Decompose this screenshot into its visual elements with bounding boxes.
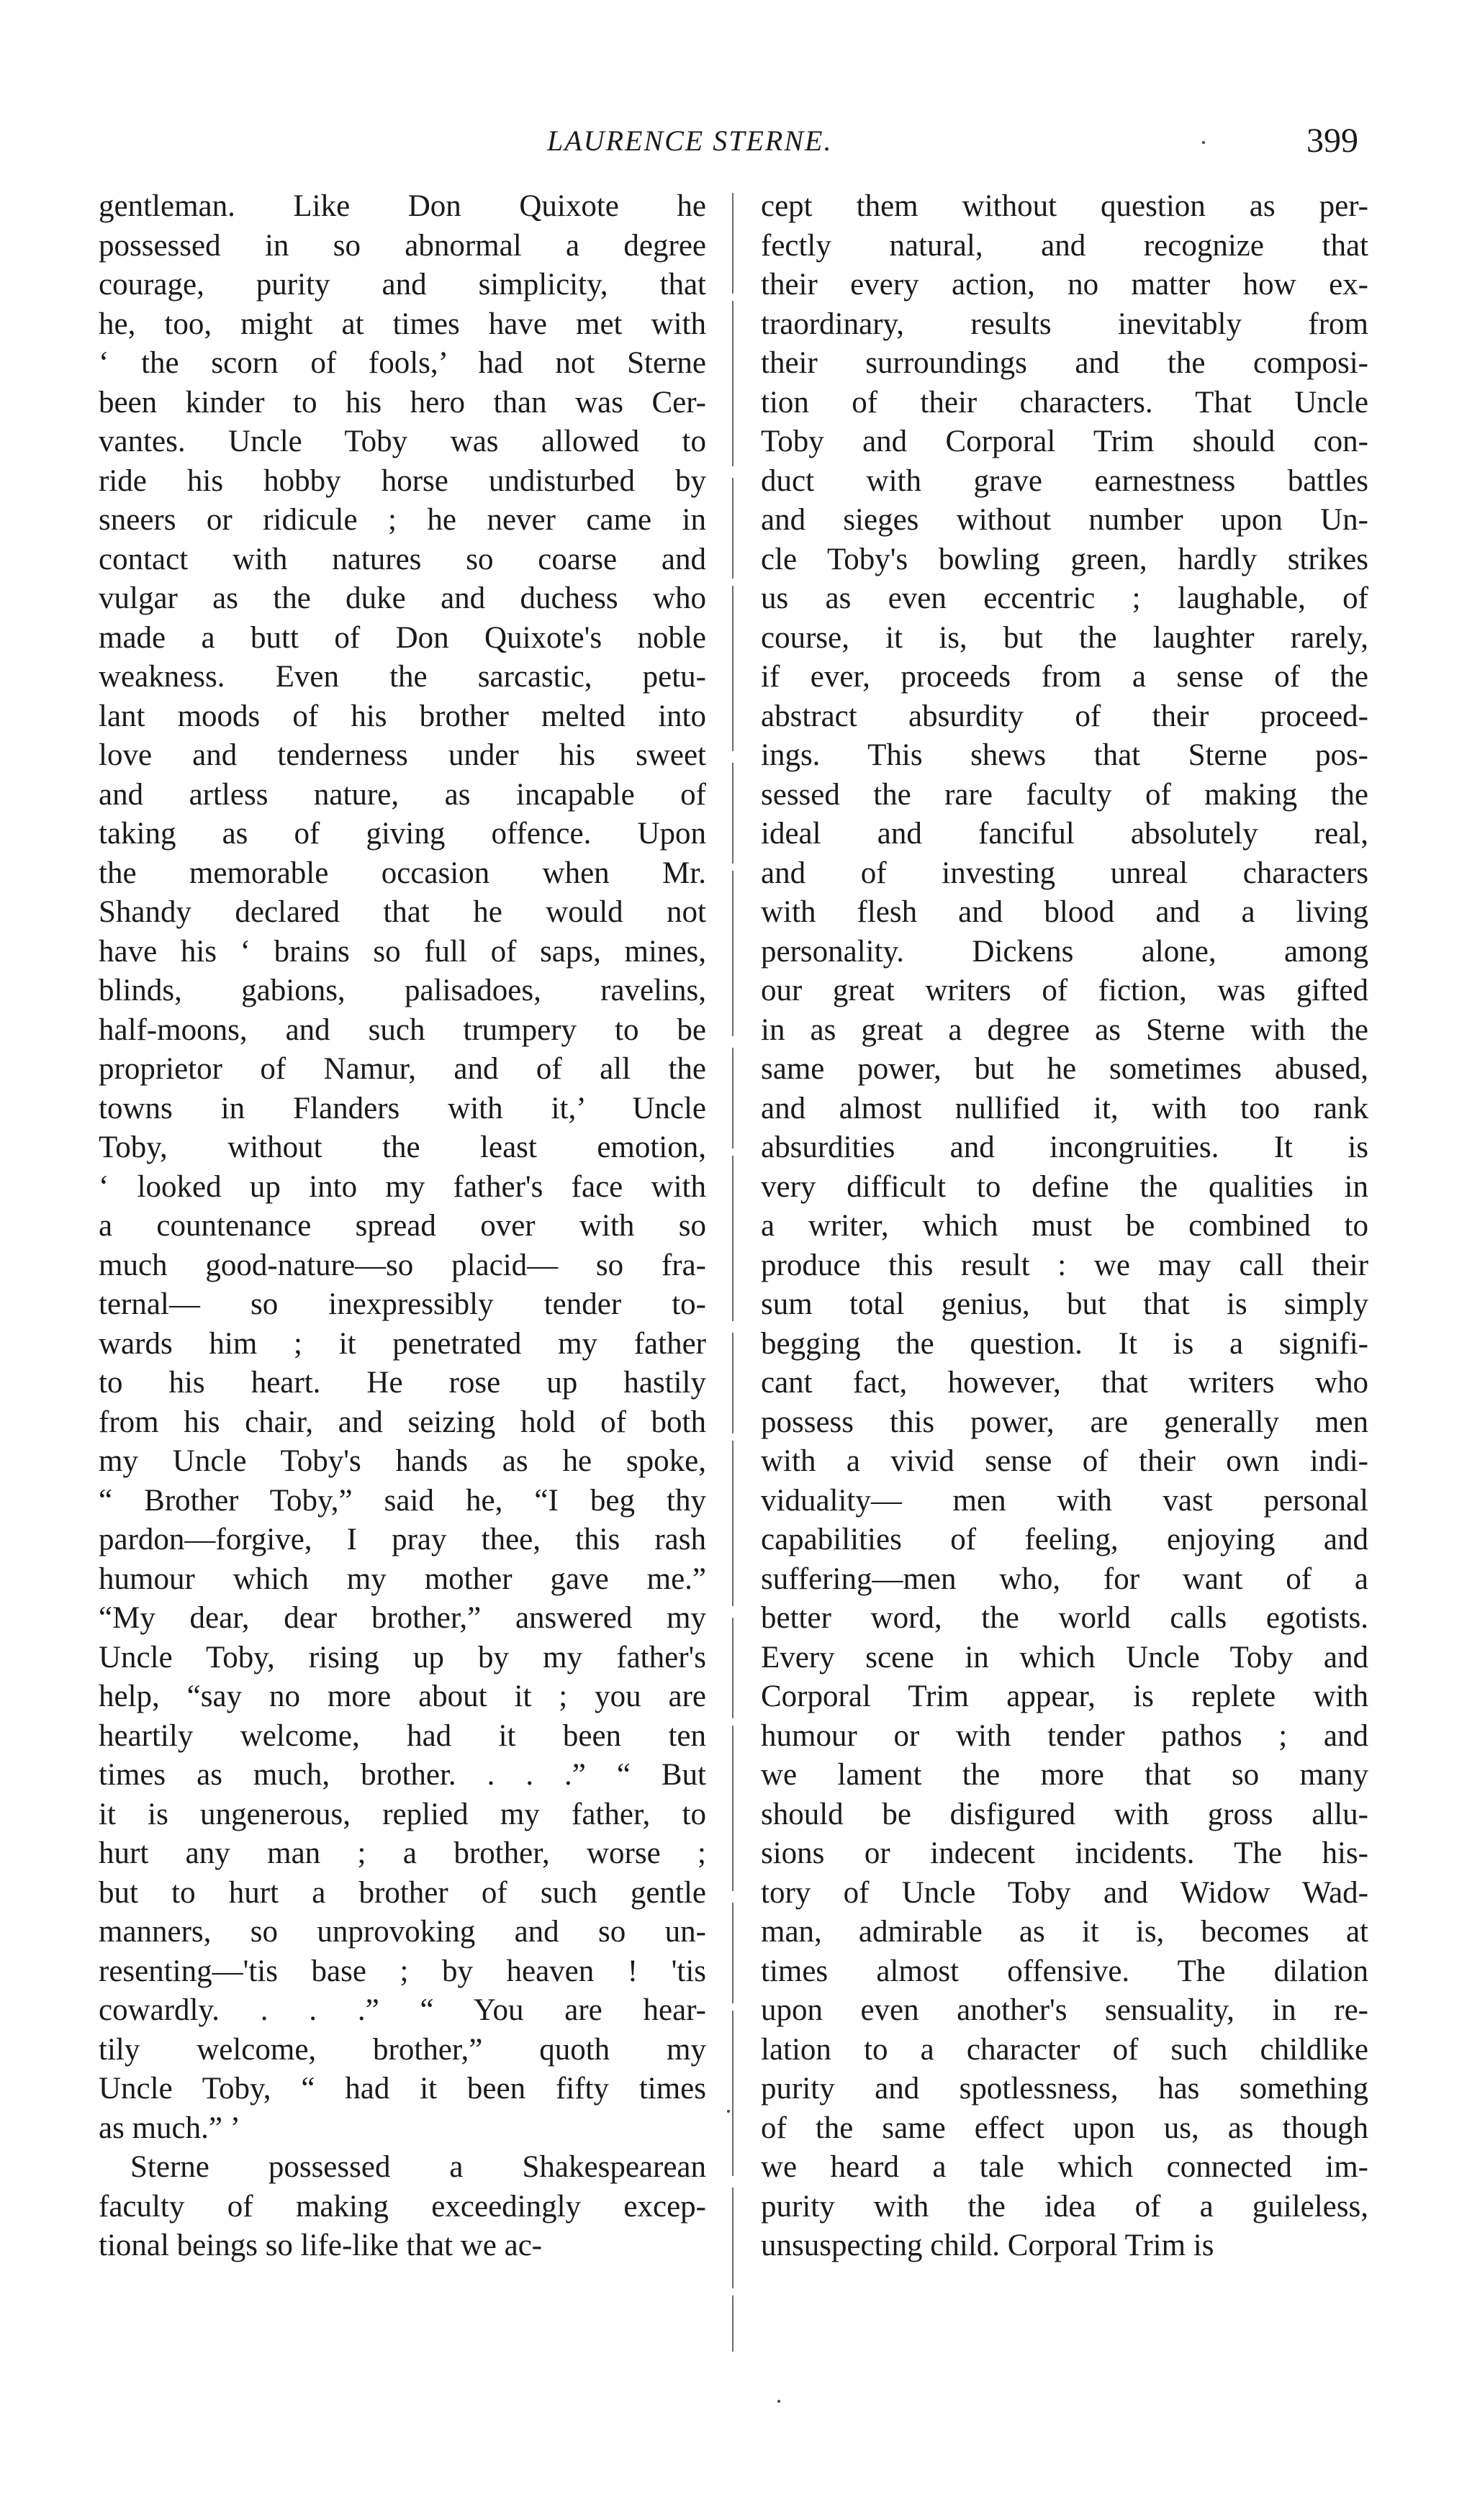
text-line: and artless nature, as incapable of [99,777,706,812]
text-line: sum total genius, but that is simply [761,1287,1368,1321]
text-line: absurdities and incongruities. It is [761,1130,1368,1164]
text-line: the memorable occasion when Mr. [99,856,706,890]
text-line: lant moods of his brother melted into [99,699,706,733]
text-line: heartily welcome, had it been ten [99,1718,706,1753]
text-line: cowardly. . . .” “ You are hear- [99,1993,706,2027]
text-line: humour which my mother gave me.” [99,1562,706,1596]
text-line: should be disfigured with gross allu- [761,1797,1368,1831]
text-line: faculty of making exceedingly excep- [99,2189,706,2224]
column-divider [732,193,734,2352]
text-line: hurt any man ; a brother, worse ; [99,1836,706,1870]
text-line: sions or indecent incidents. The his- [761,1836,1368,1870]
text-line: duct with grave earnestness battles [761,463,1368,498]
text-line: half-moons, and such trumpery to be [99,1012,706,1047]
text-line: we heard a tale which connected im- [761,2150,1368,2184]
print-speck [777,2400,780,2403]
text-line: a writer, which must be combined to [761,1209,1368,1243]
text-line: Toby, without the least emotion, [99,1130,706,1164]
text-line: cle Toby's bowling green, hardly strikes [761,542,1368,576]
text-line: Corporal Trim appear, is replete with [761,1680,1368,1713]
text-line: better word, the world calls egotists. [761,1601,1368,1635]
text-line: possess this power, are generally men [761,1405,1368,1439]
text-line: and sieges without number upon Un- [761,503,1368,537]
text-line: Uncle Toby, rising up by my father's [99,1640,706,1674]
text-line: tion of their characters. That Uncle [761,385,1368,420]
text-line: gentleman. Like Don Quixote he [99,189,706,223]
text-line: vantes. Uncle Toby was allowed to [99,425,706,458]
text-line: towns in Flanders with it,’ Uncle [99,1091,706,1125]
text-line: have his ‘ brains so full of saps, mines, [99,934,706,969]
text-line: purity with the idea of a guileless, [761,2189,1368,2224]
text-line: we lament the more that so many [761,1758,1368,1792]
text-line: if ever, proceeds from a sense of the [761,660,1368,694]
text-line: sneers or ridicule ; he never came in [99,503,706,537]
text-line: course, it is, but the laughter rarely, [761,620,1368,655]
text-line: times almost offensive. The dilation [761,1954,1368,1988]
text-line: ternal— so inexpressibly tender to- [99,1287,706,1321]
text-line: with flesh and blood and a living [761,895,1368,929]
text-line: but to hurt a brother of such gentle [99,1875,706,1910]
text-line: Every scene in which Uncle Toby and [761,1640,1368,1674]
text-line: my Uncle Toby's hands as he spoke, [99,1444,706,1478]
text-line: a countenance spread over with so [99,1209,706,1243]
text-line: taking as of giving offence. Upon [99,817,706,851]
text-line: blinds, gabions, palisadoes, ravelins, [99,974,706,1007]
text-line: cept them without question as per- [761,189,1368,223]
text-line: ings. This shews that Sterne pos- [761,738,1368,772]
text-line: very difficult to define the qualities in [761,1169,1368,1204]
print-speck [1202,141,1205,144]
text-line: weakness. Even the sarcastic, petu- [99,660,706,694]
text-line: suffering—men who, for want of a [761,1562,1368,1596]
text-line: Shandy declared that he would not [99,895,706,929]
text-line: proprietor of Namur, and of all the [99,1052,706,1086]
text-line: it is ungenerous, replied my father, to [99,1797,706,1831]
text-line: lation to a character of such childlike [761,2032,1368,2067]
text-line: “ Brother Toby,” said he, “I beg thy [99,1483,706,1518]
right-column [761,187,1368,2266]
text-line: “My dear, dear brother,” answered my [99,1601,706,1635]
text-line: produce this result : we may call their [761,1248,1368,1282]
text-line: ride his hobby horse undisturbed by [99,463,706,498]
text-line: in as great a degree as Sterne with the [761,1012,1368,1047]
text-line: pardon—forgive, I pray thee, this rash [99,1523,706,1556]
text-line: help, “say no more about it ; you are [99,1680,706,1713]
text-line: of the same effect upon us, as though [761,2111,1368,2145]
text-line: upon even another's sensuality, in re- [761,1993,1368,2027]
text-line: vulgar as the duke and duchess who [99,581,706,615]
text-line: he, too, might at times have met with [99,307,706,341]
text-line: same power, but he sometimes abused, [761,1052,1368,1086]
text-line: to his heart. He rose up hastily [99,1366,706,1400]
text-line: been kinder to his hero than was Cer- [99,385,706,420]
text-line: as much.” ’ [99,2111,241,2145]
text-line: our great writers of fiction, was gifted [761,974,1368,1007]
text-line: their every action, no matter how ex- [761,268,1368,302]
text-line: Sterne possessed a Shakespearean [130,2150,706,2184]
text-line: unsuspecting child. Corporal Trim is [761,2229,1214,2262]
text-line: wards him ; it penetrated my father [99,1326,706,1361]
text-line: tory of Uncle Toby and Widow Wad- [761,1875,1368,1910]
text-line: from his chair, and seizing hold of both [99,1405,706,1439]
text-line: times as much, brother. . . .” “ But [99,1758,706,1792]
text-line: possessed in so abnormal a degree [99,228,706,263]
text-line: tional beings so life-like that we ac- [99,2229,543,2262]
text-line: ideal and fanciful absolutely real, [761,817,1368,851]
text-line: contact with natures so coarse and [99,542,706,576]
text-line: personality. Dickens alone, among [761,934,1368,969]
text-line: with a vivid sense of their own indi- [761,1444,1368,1478]
text-line: sessed the rare faculty of making the [761,777,1368,812]
text-line: viduality— men with vast personal [761,1483,1368,1518]
text-line: tily welcome, brother,” quoth my [99,2032,706,2067]
text-line: love and tenderness under his sweet [99,738,706,772]
text-line: cant fact, however, that writers who [761,1366,1368,1400]
text-line: traordinary, results inevitably from [761,307,1368,341]
page-number: 399 [1306,122,1358,160]
print-speck [727,2110,730,2113]
text-line: manners, so unprovoking and so un- [99,1915,706,1949]
text-line: much good-nature—so placid— so fra- [99,1248,706,1282]
text-line: man, admirable as it is, becomes at [761,1915,1368,1949]
text-line: courage, purity and simplicity, that [99,268,706,302]
text-line: made a butt of Don Quixote's noble [99,620,706,655]
text-line: and of investing unreal characters [761,856,1368,890]
text-line: their surroundings and the composi- [761,346,1368,380]
running-title: LAURENCE STERNE. [547,124,833,157]
text-line: abstract absurdity of their proceed- [761,699,1368,733]
text-line: capabilities of feeling, enjoying and [761,1523,1368,1556]
text-line: fectly natural, and recognize that [761,228,1368,263]
text-line: us as even eccentric ; laughable, of [761,581,1368,615]
text-line: purity and spotlessness, has something [761,2072,1368,2106]
text-line: and almost nullified it, with too rank [761,1091,1368,1125]
text-line: ‘ the scorn of fools,’ had not Sterne [99,346,706,380]
text-line: resenting—'tis base ; by heaven ! 'tis [99,1954,706,1988]
text-line: begging the question. It is a signifi- [761,1326,1368,1361]
text-line: Uncle Toby, “ had it been fifty times [99,2072,706,2106]
text-line: Toby and Corporal Trim should con- [761,425,1368,458]
text-line: humour or with tender pathos ; and [761,1718,1368,1753]
left-column [99,187,706,2266]
text-line: ‘ looked up into my father's face with [99,1169,706,1204]
